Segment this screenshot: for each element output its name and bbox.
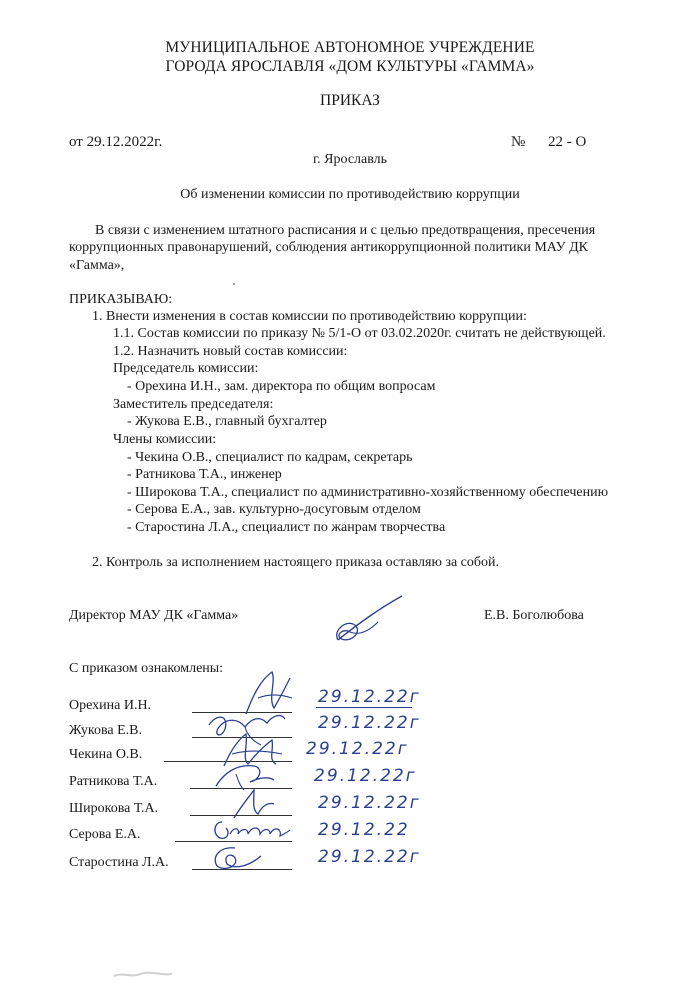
- acquainted-date: 29.12.22г: [314, 766, 417, 786]
- preamble-line2: коррупционных правонарушений, соблюдения антикоррупционной политики МАУ ДК: [69, 240, 588, 255]
- document-title: ПРИКАЗ: [320, 92, 380, 109]
- item-2: 2. Контроль за исполнением настоящего приказа оставляю за собой.: [92, 555, 500, 570]
- scan-mark: [110, 966, 190, 982]
- item-1-2: 1.2. Назначить новый состав комиссии:: [113, 344, 348, 359]
- city: г. Ярославль: [312, 152, 388, 167]
- order-date: от 29.12.2022г.: [69, 134, 163, 150]
- chair-label: Председатель комиссии:: [113, 361, 259, 376]
- acquainted-name: Ратникова Т.А.: [69, 774, 158, 789]
- commission-member: - Старостина Л.А., специалист по жанрам творчества: [127, 520, 446, 535]
- commission-member: - Широкова Т.А., специалист по административно-хозяйственному обеспечению: [127, 485, 609, 500]
- acquainted-name: Широкова Т.А.: [69, 801, 159, 816]
- commission-member: - Серова Е.А., зав. культурно-досуговым отделом: [127, 502, 421, 517]
- item-1: 1. Внести изменения в состав комиссии по противодействию коррупции:: [92, 309, 527, 324]
- chair-member: - Орехина И.Н., зам. директора по общим вопросам: [127, 379, 436, 394]
- order-keyword: ПРИКАЗЫВАЮ:: [69, 292, 173, 307]
- acquainted-name: Чекина О.В.: [69, 747, 143, 762]
- director-title: Директор МАУ ДК «Гамма»: [69, 608, 239, 623]
- commission-member: - Чекина О.В., специалист по кадрам, секретарь: [127, 450, 413, 465]
- date-underline: [316, 707, 412, 708]
- acquainted-date: 29.12.22г: [318, 687, 421, 707]
- preamble-line1: В связи с изменением штатного расписания и с целью предотвращения, пресечения: [95, 223, 596, 238]
- acquainted-date: 29.12.22: [318, 820, 410, 840]
- org-name-line1: МУНИЦИПАЛЬНОЕ АВТОНОМНОЕ УЧРЕЖДЕНИЕ: [165, 39, 535, 56]
- number-sign: №: [511, 134, 526, 150]
- order-subject: Об изменении комиссии по противодействию коррупции: [180, 187, 520, 202]
- scan-speck: [233, 283, 235, 285]
- acquainted-signature: [205, 842, 265, 874]
- commission-member: - Ратникова Т.А., инженер: [127, 467, 282, 482]
- org-name-line2: ГОРОДА ЯРОСЛАВЛЯ «ДОМ КУЛЬТУРЫ «ГАММА»: [165, 58, 535, 75]
- acquainted-date: 29.12.22г: [318, 847, 421, 867]
- acquainted-date: 29.12.22г: [306, 739, 409, 759]
- acquainted-date: 29.12.22г: [318, 713, 421, 733]
- members-label: Члены комиссии:: [113, 432, 217, 447]
- director-name: Е.В. Боголюбова: [484, 608, 584, 623]
- acquainted-name: Серова Е.А.: [69, 827, 141, 842]
- item-1-1: 1.1. Состав комиссии по приказу № 5/1-О от 03.02.2020г. считать не действующей.: [113, 326, 606, 341]
- deputy-label: Заместитель председателя:: [113, 397, 274, 412]
- acquainted-name: Жукова Е.В.: [69, 723, 142, 738]
- acquainted-name: Старостина Л.А.: [69, 855, 169, 870]
- acquainted-label: С приказом ознакомлены:: [69, 661, 224, 676]
- preamble-line3: «Гамма»,: [69, 258, 125, 273]
- director-signature: [300, 592, 410, 652]
- acquainted-date: 29.12.22г: [318, 793, 421, 813]
- deputy-member: - Жукова Е.В., главный бухгалтер: [127, 414, 327, 429]
- order-number: 22 - О: [548, 134, 587, 150]
- acquainted-name: Орехина И.Н.: [69, 698, 152, 713]
